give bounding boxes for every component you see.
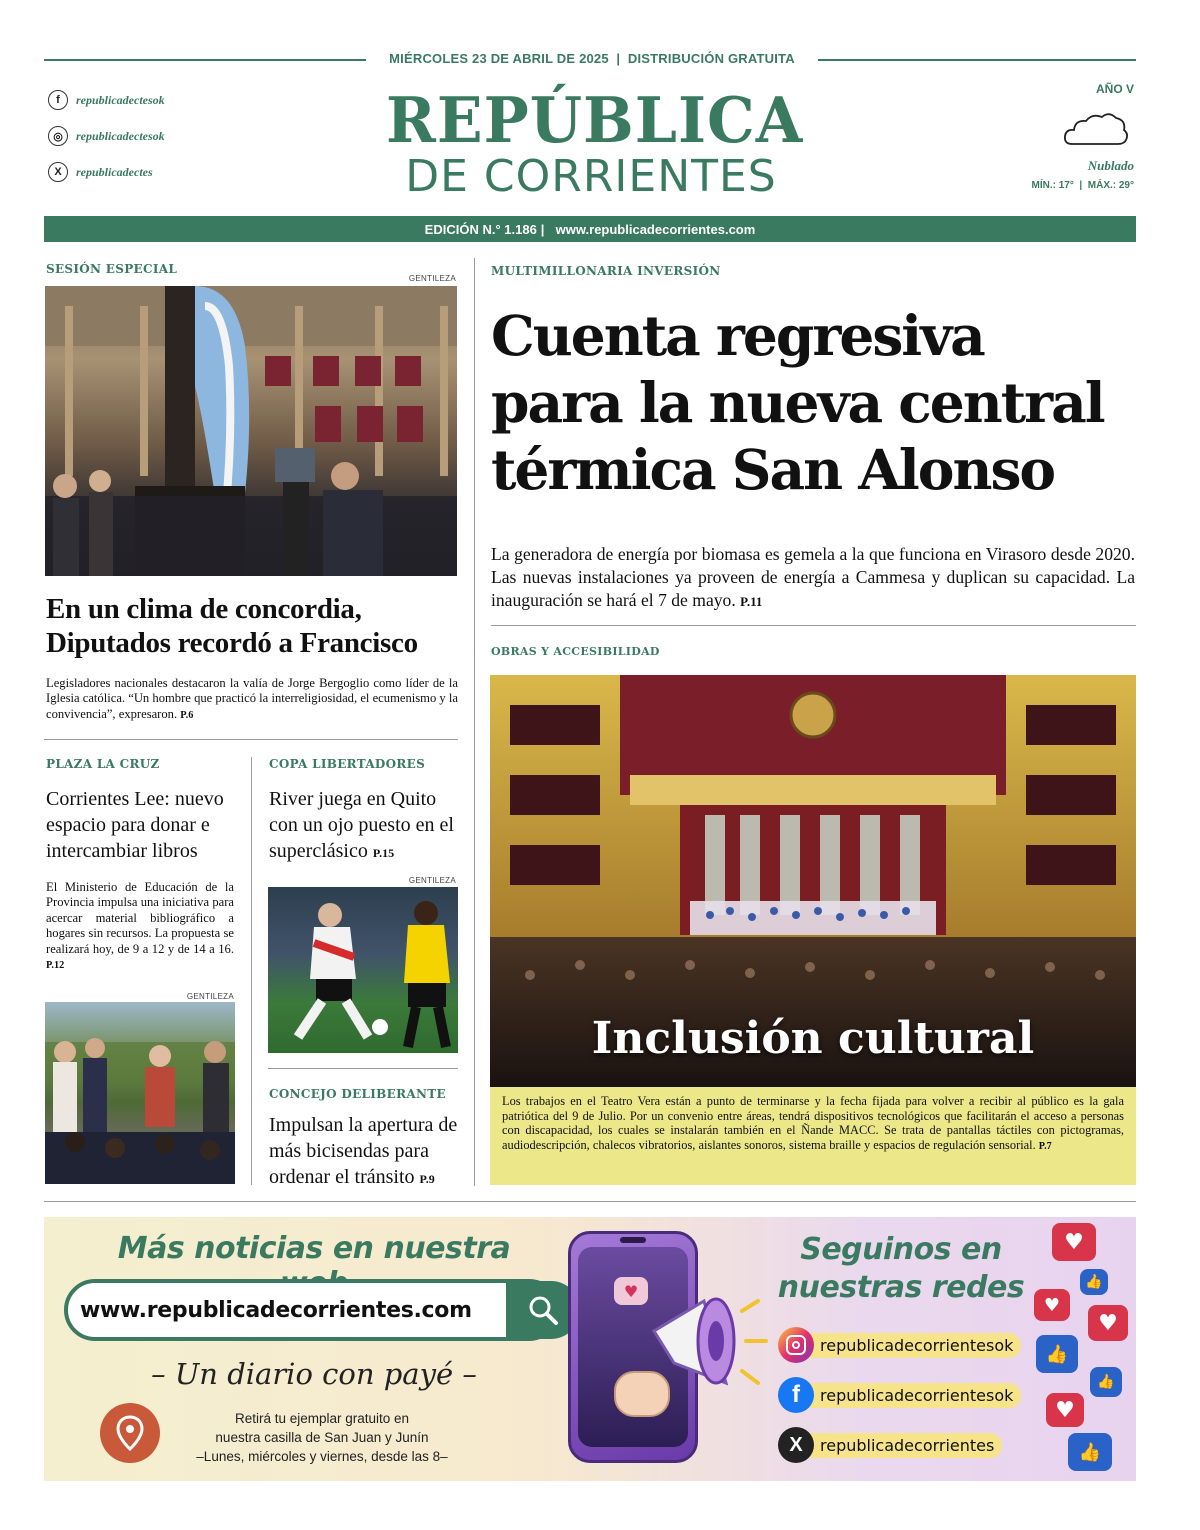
social-handle: republicadectesok xyxy=(76,128,165,143)
banner-social-facebook[interactable] xyxy=(778,1377,1021,1413)
phone-illustration xyxy=(564,1231,774,1471)
distribution-text: DISTRIBUCIÓN GRATUITA xyxy=(627,51,795,66)
pickup-line-2: nuestra casilla de San Juan y Junín xyxy=(215,1430,429,1445)
web-heading: Más noticias en nuestra xyxy=(117,1231,511,1266)
copa-headline-wrap xyxy=(269,786,459,866)
follow-heading-1: Seguinos en xyxy=(800,1232,1002,1267)
main-headline-line-1: Cuenta regresiva xyxy=(491,303,984,368)
banner-social-handle: republicadecorrientes xyxy=(800,1433,1002,1458)
left-headline[interactable]: En un clima de concordia, Diputados recordó a Francisco xyxy=(46,593,418,659)
temp-max: MÁX.: 29° xyxy=(1087,180,1134,191)
banner-social-handle: republicadecorrientesok xyxy=(800,1333,1021,1358)
left-body xyxy=(46,676,458,723)
concejo-kicker: CONCEJO DELIBERANTE xyxy=(269,1087,446,1101)
social-facebook[interactable] xyxy=(48,90,165,110)
culture-kicker: OBRAS Y ACCESIBILIDAD xyxy=(491,645,660,658)
masthead-socials xyxy=(48,90,165,182)
concejo-headline-wrap xyxy=(269,1112,459,1192)
promo-banner xyxy=(44,1217,1136,1481)
culture-page-ref[interactable]: P.7 xyxy=(1038,1140,1052,1152)
main-headline-line-3: térmica San Alonso xyxy=(491,437,1055,502)
social-handle: republicadectesok xyxy=(76,92,165,107)
copa-kicker: COPA LIBERTADORES xyxy=(269,757,426,771)
like-reaction-icon: 👍 xyxy=(1090,1367,1122,1397)
heart-reaction-icon: ♥ xyxy=(1034,1289,1070,1321)
photo-credit: GENTILEZA xyxy=(186,992,234,1001)
weather-condition: Nublado xyxy=(1087,158,1134,173)
web-url-bar[interactable] xyxy=(64,1279,560,1341)
pickup-line-1: Retirá tu ejemplar gratuito en xyxy=(234,1411,410,1426)
date-text: MIÉRCOLES 23 DE ABRIL DE 2025 xyxy=(389,51,609,66)
plaza-page-ref[interactable]: P.12 xyxy=(46,960,65,972)
x-icon: X xyxy=(48,162,68,182)
main-body-text: La generadora de energía por biomasa es gemela a la que funciona en Virasoro desde 2020. Las nuevas instalaciones ya proveen de energía a Cammesa y duplican su capacidad. La inauguración se hará el 7 de mayo. xyxy=(491,544,1135,610)
year-label: AÑO V xyxy=(1095,82,1134,96)
plaza-body xyxy=(46,880,234,973)
logo-title-main: REPÚBLICA xyxy=(386,84,804,158)
copa-headline[interactable]: River juega en Quito con un ojo puesto en el superclásico xyxy=(269,788,454,862)
heart-bubble-icon: ♥ xyxy=(614,1277,648,1305)
instagram-icon: ◎ xyxy=(48,126,68,146)
heart-reaction-icon: ♥ xyxy=(1088,1305,1128,1341)
search-icon xyxy=(527,1294,559,1326)
copa-page-ref[interactable]: P.15 xyxy=(372,846,395,860)
theater-photo xyxy=(490,675,1136,1087)
hand-illustration xyxy=(614,1371,670,1417)
edition-bar: EDICIÓN N.° 1.186 | www.republicadecorrientes.com xyxy=(44,216,1136,242)
heart-reaction-icon: ♥ xyxy=(1052,1223,1096,1261)
culture-caption xyxy=(490,1087,1136,1185)
main-body xyxy=(491,543,1135,613)
like-reaction-icon: 👍 xyxy=(1080,1269,1108,1295)
location-pin-icon xyxy=(100,1403,160,1463)
facebook-icon: f xyxy=(778,1377,814,1413)
x-icon: X xyxy=(778,1427,814,1463)
heart-reaction-icon: ♥ xyxy=(1046,1393,1084,1427)
temp-min: MÍN.: 17° xyxy=(1031,180,1074,191)
social-x[interactable] xyxy=(48,162,165,182)
main-page-ref[interactable]: P.11 xyxy=(740,594,763,609)
congress-photo xyxy=(45,286,457,576)
main-headline[interactable] xyxy=(491,302,1141,503)
left-body-text: Legisladores nacionales destacaron la valía de Jorge Bergoglio como líder de la Iglesia católica. “Un hombre que practicó la interreligiosidad, el ecumenismo y la convivencia”, expresaron. xyxy=(46,676,458,721)
plaza-headline[interactable]: Corrientes Lee: nuevo espacio para donar e intercambiar libros xyxy=(46,788,224,862)
plaza-kicker: PLAZA LA CRUZ xyxy=(46,757,160,771)
banner-social-handle: republicadecorrientesok xyxy=(800,1383,1021,1408)
concejo-page-ref[interactable]: P.9 xyxy=(419,1172,435,1186)
main-kicker: MULTIMILLONARIA INVERSIÓN xyxy=(491,264,721,278)
instagram-icon xyxy=(778,1327,814,1363)
website-link[interactable]: www.republicadecorrientes.com xyxy=(555,221,756,237)
photo-credit: GENTILEZA xyxy=(408,876,456,885)
photo-credit: GENTILEZA xyxy=(408,274,456,283)
banner-social-x[interactable] xyxy=(778,1427,1002,1463)
web-url[interactable]: www.republicadecorrientes.com xyxy=(80,1297,472,1323)
main-headline-line-2: para la nueva central xyxy=(491,370,1104,435)
social-handle: republicadectes xyxy=(76,164,153,179)
concejo-headline[interactable]: Impulsan la apertura de más bicisendas para ordenar el tránsito xyxy=(269,1114,458,1188)
like-reaction-icon: 👍 xyxy=(1068,1433,1112,1471)
banner-social-instagram[interactable] xyxy=(778,1327,1021,1363)
plaza-photo xyxy=(45,1002,235,1184)
tagline: – Un diario con payé – xyxy=(151,1357,477,1391)
like-reaction-icon: 👍 xyxy=(1036,1335,1078,1373)
football-photo xyxy=(268,887,458,1053)
culture-overlay-title: Inclusión cultural xyxy=(591,1013,1035,1064)
logo-title-sub: DE CORRIENTES xyxy=(405,151,777,202)
facebook-icon: f xyxy=(48,90,68,110)
edition-number: EDICIÓN N.° 1.186 xyxy=(424,221,537,237)
date-line: MIÉRCOLES 23 DE ABRIL DE 2025 | DISTRIBUCIÓN GRATUITA xyxy=(389,51,795,66)
plaza-body-text: El Ministerio de Educación de la Provincia impulsa una iniciativa para acercar material bibliográfico a hogares sin recursos. La propuesta se realizará hoy, de 9 a 12 y de 14 a 16. xyxy=(46,880,234,956)
culture-caption-text: Los trabajos en el Teatro Vera están a punto de terminarse y la fecha fijada para volver a recibir al público es la gala patriótica del 9 de Julio. Por un convenio entre áreas, tendrá dispositivos tecnológicos que facilitarán el acceso a personas con discapacidad, los cuales se instalarán también en el Ñande MACC. Se trata de pantallas táctiles con pictogramas, audiodescripción, chalecos vibratorios, aislantes sonoros, sistema braille y espacios de regulación sensorial. xyxy=(502,1094,1124,1152)
follow-heading-2: nuestras redes xyxy=(777,1270,1025,1305)
pickup-info xyxy=(172,1409,472,1466)
left-page-ref[interactable]: P.6 xyxy=(180,709,194,721)
pickup-line-3: –Lunes, miércoles y viernes, desde las 8– xyxy=(196,1449,448,1464)
social-instagram[interactable] xyxy=(48,126,165,146)
cloud-icon xyxy=(1062,112,1130,148)
weather-temps: MÍN.: 17° | MÁX.: 29° xyxy=(1031,180,1134,191)
left-kicker: SESIÓN ESPECIAL xyxy=(46,262,178,276)
follow-heading xyxy=(776,1231,1026,1307)
newspaper-logo[interactable] xyxy=(386,84,804,202)
